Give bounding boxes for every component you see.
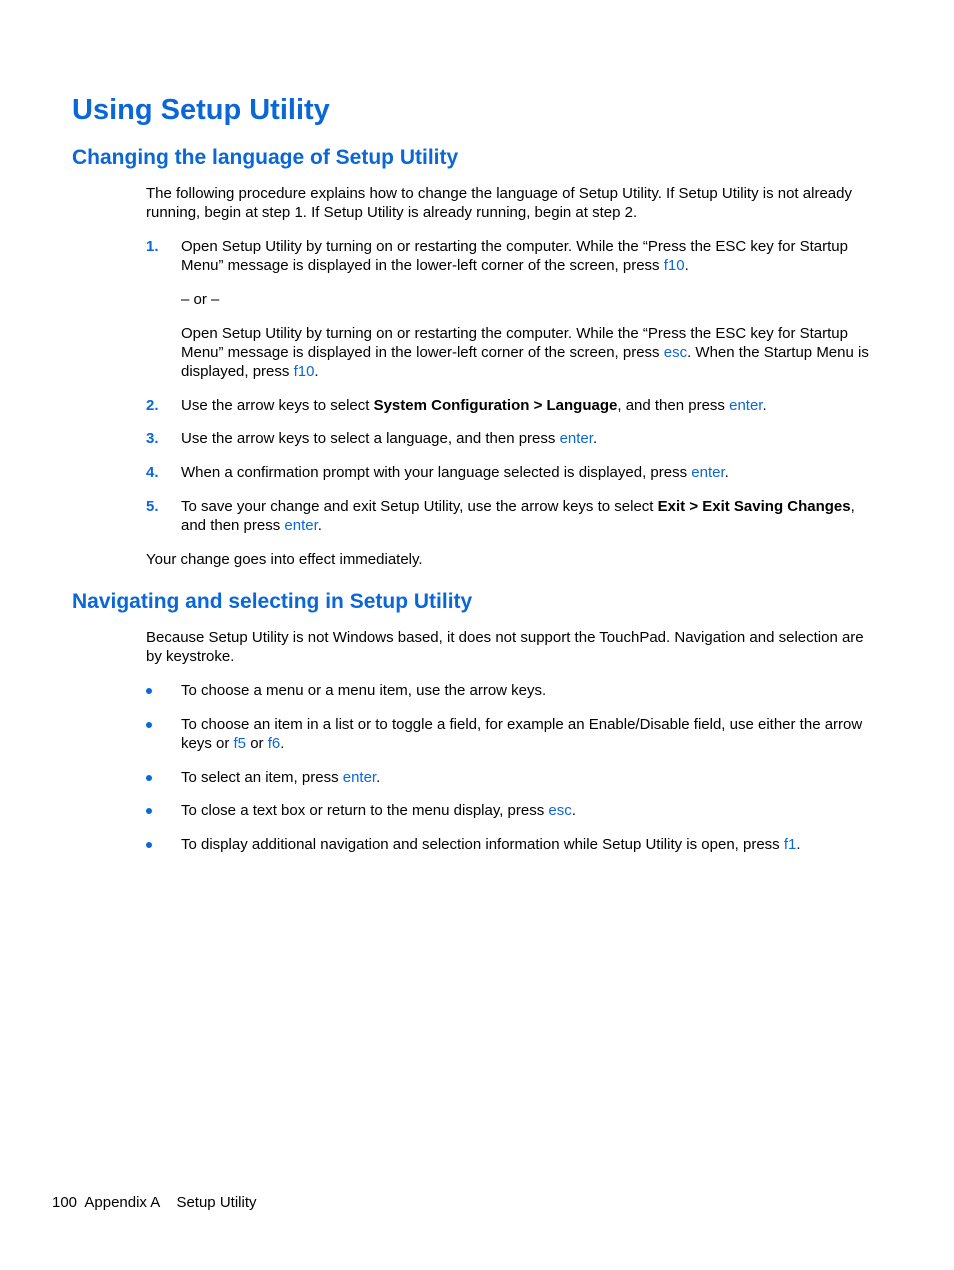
menu-path: Exit > Exit Saving Changes bbox=[657, 498, 851, 515]
step-text: Use the arrow keys to select a language, and then press enter. bbox=[181, 430, 598, 447]
key-f10: f10 bbox=[293, 363, 315, 380]
step-5 bbox=[146, 497, 876, 535]
bullet-icon bbox=[146, 808, 152, 814]
page-footer bbox=[52, 1193, 261, 1212]
section-heading-language: Changing the language of Setup Utility bbox=[72, 146, 459, 169]
key-enter: enter bbox=[691, 464, 725, 481]
step-text: When a confirmation prompt with your language selected is displayed, press enter. bbox=[181, 464, 729, 481]
step-text: Open Setup Utility by turning on or restarting the computer. While the “Press the ESC key for Startup Menu” message is displayed in the lower-left corner of the screen, press f10. bbox=[181, 238, 848, 274]
page-number: 100 bbox=[52, 1194, 78, 1211]
section-intro-language: The following procedure explains how to change the language of Setup Utility. If Setup Utility is not already running, begin at step 1. If Setup Utility is already running, begin at step 2. bbox=[146, 185, 852, 221]
section-closing: Your change goes into effect immediately. bbox=[146, 551, 423, 568]
step-1-alternative bbox=[146, 324, 876, 381]
footer-chapter: Setup Utility bbox=[176, 1194, 257, 1211]
list-item: To display additional navigation and selection information while Setup Utility is open, press f1. bbox=[146, 835, 876, 854]
bullet-icon bbox=[146, 775, 152, 781]
list-item: To close a text box or return to the menu display, press esc. bbox=[146, 801, 876, 820]
step-text: Open Setup Utility by turning on or restarting the computer. While the “Press the ESC key for Startup Menu” message is displayed in the lower-left corner of the screen, press esc. When the Startup Menu is displayed, press f10. bbox=[181, 325, 869, 380]
step-text: Use the arrow keys to select System Configuration > Language, and then press enter. bbox=[181, 397, 767, 414]
step-4 bbox=[146, 463, 876, 482]
list-item: To choose a menu or a menu item, use the arrow keys. bbox=[146, 681, 876, 700]
list-item: To choose an item in a list or to toggle a field, for example an Enable/Disable field, use either the arrow keys or f5 or f6. bbox=[146, 715, 876, 753]
key-esc: esc bbox=[663, 344, 688, 361]
bullet-icon bbox=[146, 842, 152, 848]
step-1-or-separator: – or – bbox=[181, 291, 220, 308]
step-number: 2. bbox=[146, 397, 159, 414]
page-title: Using Setup Utility bbox=[72, 94, 330, 126]
bullet-icon bbox=[146, 722, 152, 728]
key-enter: enter bbox=[559, 430, 593, 447]
key-esc: esc bbox=[548, 802, 572, 819]
key-f6: f6 bbox=[267, 735, 281, 752]
list-item: To select an item, press enter. bbox=[146, 768, 876, 787]
step-number: 1. bbox=[146, 238, 159, 255]
step-number: 5. bbox=[146, 498, 159, 515]
step-3 bbox=[146, 429, 876, 448]
footer-appendix: Appendix A bbox=[84, 1194, 161, 1211]
step-number: 3. bbox=[146, 430, 159, 447]
key-enter: enter bbox=[284, 517, 318, 534]
section-intro-navigation: Because Setup Utility is not Windows based, it does not support the TouchPad. Navigation and selection are by keystroke. bbox=[146, 629, 864, 665]
key-f10: f10 bbox=[663, 257, 685, 274]
bullet-icon bbox=[146, 688, 152, 694]
menu-path: System Configuration > Language bbox=[373, 397, 618, 414]
section-heading-navigation: Navigating and selecting in Setup Utility bbox=[72, 590, 473, 613]
step-2 bbox=[146, 396, 876, 415]
key-enter: enter bbox=[342, 769, 377, 786]
key-f1: f1 bbox=[783, 836, 797, 853]
step-1 bbox=[146, 237, 876, 275]
key-enter: enter bbox=[729, 397, 763, 414]
step-number: 4. bbox=[146, 464, 159, 481]
key-f5: f5 bbox=[233, 735, 247, 752]
step-text: To save your change and exit Setup Utility, use the arrow keys to select Exit > Exit Saving Changes, and then press enter. bbox=[181, 498, 855, 534]
